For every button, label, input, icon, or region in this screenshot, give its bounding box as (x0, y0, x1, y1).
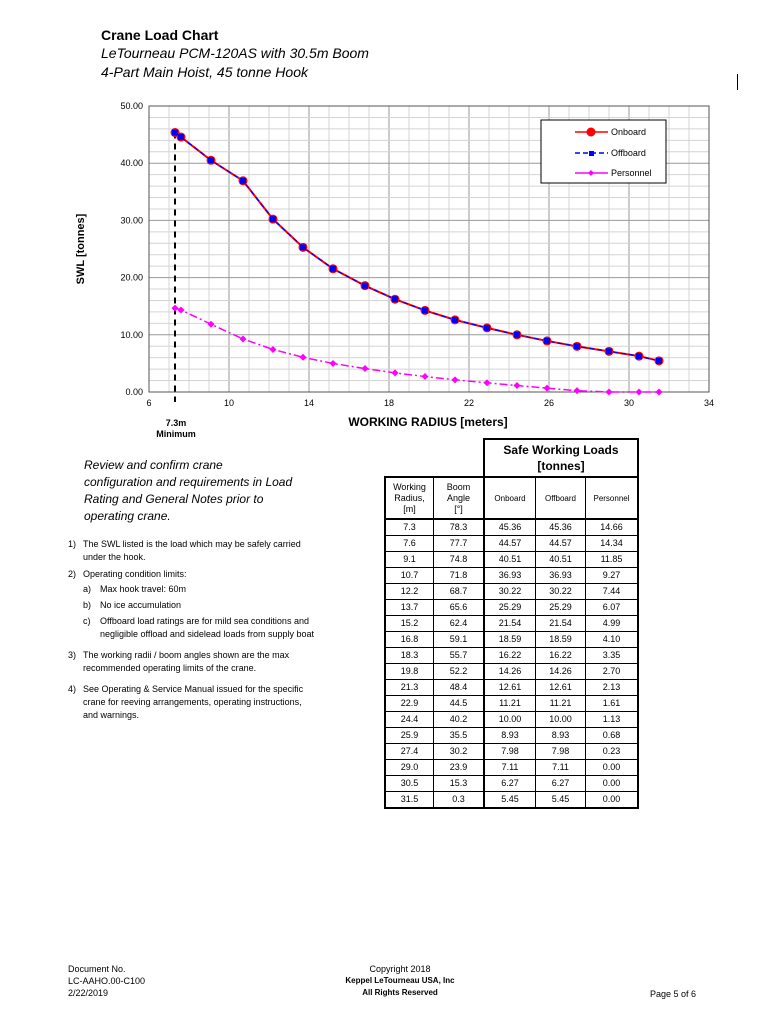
onboard-cell: 14.26 (484, 664, 536, 680)
boom-angle-cell: 62.4 (434, 616, 485, 632)
personnel-point (330, 360, 337, 367)
hoist-config: 4-Part Main Hoist, 45 tonne Hook (101, 64, 308, 80)
offboard-cell: 16.22 (536, 648, 586, 664)
table-row (385, 728, 638, 744)
working-radius-cell: 19.8 (385, 664, 434, 680)
personnel-cell: 1.13 (586, 712, 639, 728)
offboard-cell: 36.93 (536, 568, 586, 584)
boom-angle-cell: 0.3 (434, 792, 485, 809)
note-2a (68, 583, 318, 596)
boom-angle-cell: 78.3 (434, 519, 485, 536)
min-radius-annotation: 7.3m (165, 418, 187, 428)
onboard-cell: 12.61 (484, 680, 536, 696)
load-chart (0, 95, 768, 445)
personnel-series-line (175, 308, 659, 392)
table-row (385, 584, 638, 600)
working-radius-cell: 25.9 (385, 728, 434, 744)
onboard-cell: 25.29 (484, 600, 536, 616)
offboard-cell: 25.29 (536, 600, 586, 616)
header-line: Boom (446, 481, 471, 492)
document-number: LC-AAHO.00-C100 (68, 976, 146, 986)
offboard-cell: 10.00 (536, 712, 586, 728)
offboard-point (656, 358, 662, 364)
offboard-point (544, 338, 550, 344)
offboard-cell: 45.36 (536, 519, 586, 536)
offboard-point (452, 317, 458, 323)
offboard-cell: 44.57 (536, 536, 586, 552)
note-text: The SWL listed is the load which may be safely carried under the hook. (83, 539, 301, 562)
working-radius-cell: 13.7 (385, 600, 434, 616)
boom-angle-cell: 52.2 (434, 664, 485, 680)
general-notes (68, 538, 318, 726)
header-line: Radius, (394, 492, 425, 503)
note-4 (68, 683, 318, 722)
offboard-cell: 6.27 (536, 776, 586, 792)
working-radius-cell: 7.3 (385, 519, 434, 536)
offboard-cell: 5.45 (536, 792, 586, 809)
note-1 (68, 538, 318, 564)
personnel-cell: 6.07 (586, 600, 639, 616)
x-tick-label: 30 (623, 398, 635, 408)
offboard-point (330, 266, 336, 272)
personnel-cell: 9.27 (586, 568, 639, 584)
offboard-cell: 8.93 (536, 728, 586, 744)
boom-angle-cell: 23.9 (434, 760, 485, 776)
onboard-cell: 40.51 (484, 552, 536, 568)
copyright: Copyright 2018 (369, 964, 431, 974)
note-text: See Operating & Service Manual issued for the specific crane for reeving arrangements, operating instructions, and warnings. (83, 684, 304, 720)
boom-angle-cell: 40.2 (434, 712, 485, 728)
offboard-cell: 18.59 (536, 632, 586, 648)
chart-title: Crane Load Chart (101, 27, 219, 43)
boom-angle-cell: 77.7 (434, 536, 485, 552)
working-radius-cell: 29.0 (385, 760, 434, 776)
document-date: 2/22/2019 (68, 988, 109, 998)
onboard-cell: 30.22 (484, 584, 536, 600)
copyright-block (300, 963, 500, 999)
onboard-cell: 21.54 (484, 616, 536, 632)
table-row (385, 696, 638, 712)
offboard-cell: 12.61 (536, 680, 586, 696)
legend-onboard-marker (587, 128, 596, 137)
offboard-cell: 7.11 (536, 760, 586, 776)
boom-angle-cell: 68.7 (434, 584, 485, 600)
y-tick-label: 0.00 (125, 387, 143, 397)
offboard-cell: 21.54 (536, 616, 586, 632)
banner-title: Safe Working Loads (503, 443, 619, 457)
working-radius-cell: 7.6 (385, 536, 434, 552)
table-row (385, 760, 638, 776)
personnel-point (422, 373, 429, 380)
table-row (385, 776, 638, 792)
personnel-cell: 4.99 (586, 616, 639, 632)
table-row (385, 712, 638, 728)
note-number: 1) (68, 539, 77, 549)
note-number: 3) (68, 650, 77, 660)
header-line: Working (393, 481, 426, 492)
document-label: Document No. (68, 964, 126, 974)
onboard-cell: 18.59 (484, 632, 536, 648)
offboard-point (606, 348, 612, 354)
legend-onboard-label: Onboard (611, 127, 647, 137)
personnel-cell: 0.23 (586, 744, 639, 760)
note-2c (68, 615, 318, 641)
x-axis-label: WORKING RADIUS [meters] (348, 415, 508, 429)
personnel-point (240, 335, 247, 342)
table-row (385, 648, 638, 664)
legend-offboard-marker (589, 151, 594, 156)
empty-cell (385, 439, 434, 477)
personnel-cell: 0.00 (586, 792, 639, 809)
table-row (385, 632, 638, 648)
boom-angle-cell: 15.3 (434, 776, 485, 792)
offboard-point (270, 216, 276, 222)
document-info (68, 963, 145, 999)
table-row (385, 519, 638, 536)
table-banner (484, 439, 638, 477)
boom-angle-cell: 71.8 (434, 568, 485, 584)
boom-angle-cell: 55.7 (434, 648, 485, 664)
working-radius-cell: 24.4 (385, 712, 434, 728)
working-radius-cell: 18.3 (385, 648, 434, 664)
offboard-point (362, 283, 368, 289)
boom-angle-cell: 74.8 (434, 552, 485, 568)
working-radius-cell: 16.8 (385, 632, 434, 648)
personnel-cell: 11.85 (586, 552, 639, 568)
safe-working-loads-table (384, 438, 639, 809)
personnel-point (574, 387, 581, 394)
note-3 (68, 649, 318, 675)
offboard-point (178, 134, 184, 140)
personnel-cell: 2.13 (586, 680, 639, 696)
personnel-cell: 1.61 (586, 696, 639, 712)
y-tick-labels (120, 101, 143, 397)
working-radius-cell: 15.2 (385, 616, 434, 632)
personnel-cell: 14.66 (586, 519, 639, 536)
table-row (385, 664, 638, 680)
note-text: The working radii / boom angles shown are the max recommended operating limits of the crane. (83, 650, 290, 673)
x-tick-label: 26 (543, 398, 555, 408)
onboard-cell: 8.93 (484, 728, 536, 744)
sub-letter: c) (83, 616, 91, 626)
offboard-point (240, 178, 246, 184)
working-radius-cell: 10.7 (385, 568, 434, 584)
personnel-cell: 0.68 (586, 728, 639, 744)
note-number: 4) (68, 684, 77, 694)
offboard-point (208, 157, 214, 163)
chart-legend (541, 120, 666, 183)
personnel-point (300, 354, 307, 361)
personnel-point (606, 389, 613, 396)
header-line: Angle (446, 492, 471, 503)
personnel-point (656, 389, 663, 396)
sub-text: Max hook travel: 60m (100, 584, 187, 594)
personnel-cell: 2.70 (586, 664, 639, 680)
sub-text: Offboard load ratings are for mild sea conditions and negligible offload and sidelead loads from supply boat (100, 616, 314, 639)
working-radius-cell: 21.3 (385, 680, 434, 696)
personnel-cell: 0.00 (586, 760, 639, 776)
personnel-cell: 4.10 (586, 632, 639, 648)
offboard-cell: 11.21 (536, 696, 586, 712)
note-text: Operating condition limits: (83, 569, 187, 579)
personnel-point (452, 376, 459, 383)
working-radius-cell: 30.5 (385, 776, 434, 792)
note-2 (68, 568, 318, 581)
working-radius-cell: 27.4 (385, 744, 434, 760)
onboard-cell: 11.21 (484, 696, 536, 712)
y-tick-label: 40.00 (120, 158, 143, 169)
personnel-cell: 3.35 (586, 648, 639, 664)
working-radius-cell: 22.9 (385, 696, 434, 712)
header-onboard: Onboard (484, 477, 536, 519)
header-line: [m] (403, 503, 416, 514)
note-2b (68, 599, 318, 612)
personnel-point (514, 382, 521, 389)
company-name: Keppel LeTourneau USA, Inc (345, 976, 455, 985)
onboard-cell: 6.27 (484, 776, 536, 792)
min-radius-annotation-label: Minimum (156, 429, 196, 439)
x-tick-label: 6 (146, 398, 152, 408)
note-number: 2) (68, 569, 77, 579)
personnel-cell: 14.34 (586, 536, 639, 552)
document-header (101, 26, 369, 82)
header-line: [°] (454, 503, 463, 514)
offboard-cell: 7.98 (536, 744, 586, 760)
table-row (385, 744, 638, 760)
sub-text: No ice accumulation (100, 600, 182, 610)
table-row (385, 536, 638, 552)
personnel-point (178, 306, 185, 313)
offboard-point (636, 353, 642, 359)
offboard-point (392, 296, 398, 302)
x-tick-labels (146, 398, 714, 408)
boom-angle-cell: 35.5 (434, 728, 485, 744)
x-tick-label: 14 (303, 398, 315, 408)
table-row (385, 552, 638, 568)
rights-reserved: All Rights Reserved (362, 988, 438, 997)
table-row (385, 680, 638, 696)
working-radius-cell: 9.1 (385, 552, 434, 568)
crane-model: LeTourneau PCM-120AS with 30.5m Boom (101, 45, 369, 61)
empty-cell (434, 439, 485, 477)
boom-angle-cell: 59.1 (434, 632, 485, 648)
working-radius-cell: 31.5 (385, 792, 434, 809)
onboard-cell: 45.36 (484, 519, 536, 536)
onboard-cell: 7.11 (484, 760, 536, 776)
header-personnel: Personnel (586, 477, 639, 519)
personnel-point (172, 305, 179, 312)
sub-letter: a) (83, 584, 92, 594)
boom-angle-cell: 48.4 (434, 680, 485, 696)
y-tick-label: 50.00 (120, 101, 143, 111)
banner-units: [tonnes] (537, 459, 585, 473)
table-row (385, 568, 638, 584)
personnel-point (636, 389, 643, 396)
personnel-point (392, 369, 399, 376)
personnel-point (270, 346, 277, 353)
offboard-point (514, 332, 520, 338)
y-tick-label: 20.00 (120, 272, 143, 283)
onboard-cell: 44.57 (484, 536, 536, 552)
sub-letter: b) (83, 600, 92, 610)
offboard-point (484, 325, 490, 331)
offboard-point (422, 307, 428, 313)
header-working-radius (385, 477, 434, 519)
offboard-cell: 30.22 (536, 584, 586, 600)
personnel-cell: 7.44 (586, 584, 639, 600)
offboard-point (574, 343, 580, 349)
boom-angle-cell: 30.2 (434, 744, 485, 760)
onboard-cell: 5.45 (484, 792, 536, 809)
y-tick-label: 30.00 (120, 215, 143, 226)
legend-personnel-label: Personnel (611, 168, 652, 178)
working-radius-cell: 12.2 (385, 584, 434, 600)
table-row (385, 600, 638, 616)
y-axis-label: SWL [tonnes] (75, 213, 87, 285)
header-boom-angle (434, 477, 485, 519)
offboard-cell: 14.26 (536, 664, 586, 680)
boom-angle-cell: 65.6 (434, 600, 485, 616)
y-tick-label: 10.00 (120, 329, 143, 340)
offboard-cell: 40.51 (536, 552, 586, 568)
header-offboard: Offboard (536, 477, 586, 519)
legend-offboard-label: Offboard (611, 148, 646, 158)
review-notice: Review and confirm crane configuration and requirements in Load Rating and General Notes prior to operating crane. (84, 458, 293, 523)
table-row (385, 792, 638, 809)
x-tick-label: 10 (223, 398, 235, 408)
x-tick-label: 22 (463, 398, 475, 408)
onboard-cell: 7.98 (484, 744, 536, 760)
onboard-cell: 16.22 (484, 648, 536, 664)
offboard-point (172, 130, 178, 136)
x-tick-label: 18 (383, 398, 395, 408)
onboard-cell: 36.93 (484, 568, 536, 584)
personnel-cell: 0.00 (586, 776, 639, 792)
offboard-point (300, 244, 306, 250)
x-tick-label: 34 (703, 398, 715, 408)
page-number: Page 5 of 6 (650, 989, 697, 999)
boom-angle-cell: 44.5 (434, 696, 485, 712)
personnel-point (362, 365, 369, 372)
scan-mark (737, 74, 738, 90)
onboard-cell: 10.00 (484, 712, 536, 728)
table-row (385, 616, 638, 632)
